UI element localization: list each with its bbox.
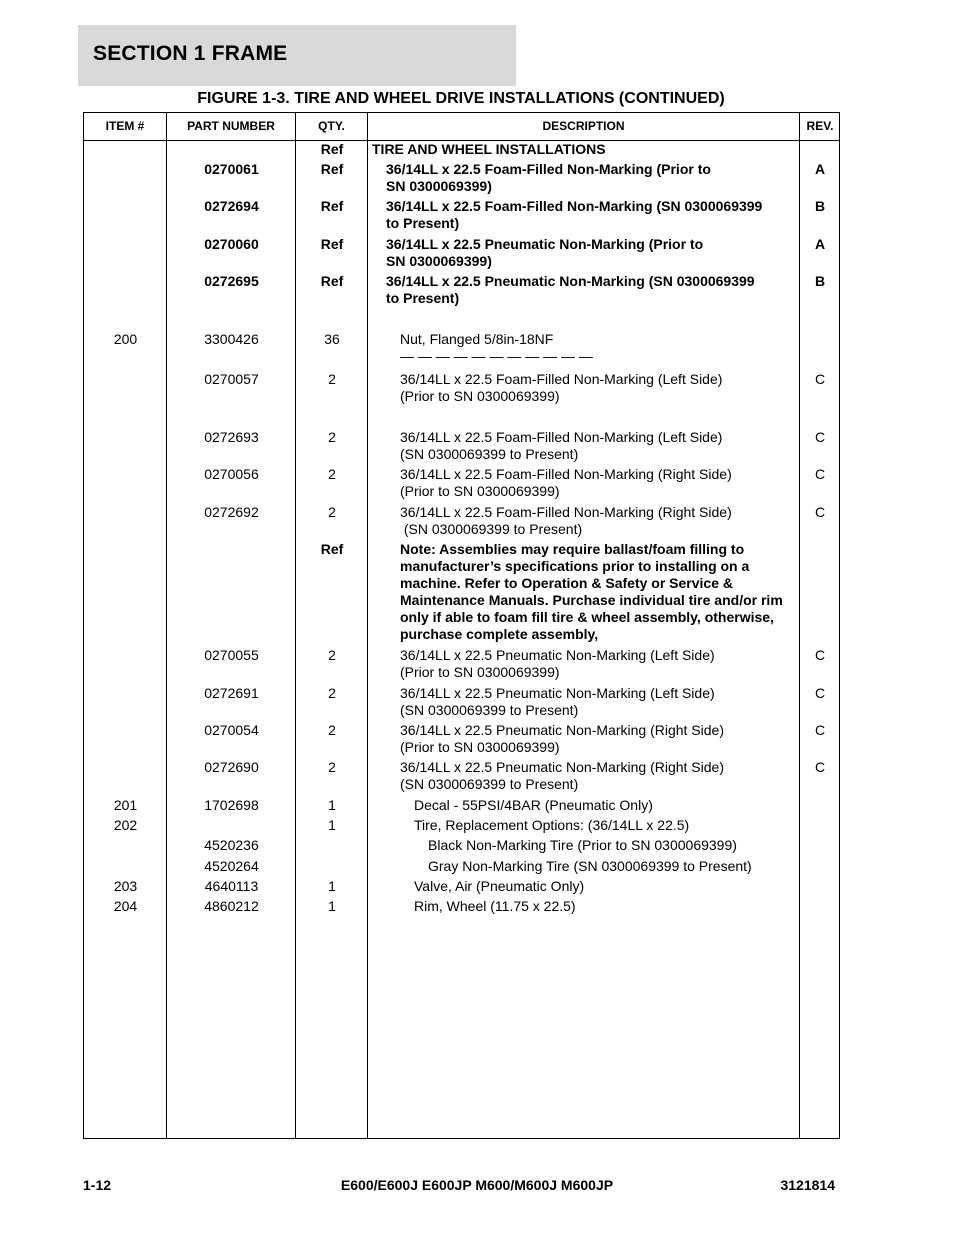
revision: C [814,722,826,738]
description: Gray Non-Marking Tire (SN 0300069399 to Present) [428,858,752,874]
header-item: ITEM # [105,119,145,133]
description: Tire, Replacement Options: (36/14LL x 22.5) [414,817,690,833]
part-number: 3300426 [204,331,259,347]
description: Valve, Air (Pneumatic Only) [414,878,585,894]
description: 36/14LL x 22.5 Foam-Filled Non-Marking (SN 0300069399 to Present) [386,198,763,231]
revision: A [814,161,826,177]
figure-title: FIGURE 1-3. TIRE AND WHEEL DRIVE INSTALLATIONS (CONTINUED) [197,90,725,107]
revision: B [814,273,826,289]
description: 36/14LL x 22.5 Foam-Filled Non-Marking (Right Side) (Prior to SN 0300069399) [400,466,732,499]
description: Rim, Wheel (11.75 x 22.5) [414,898,576,914]
revision: B [814,198,826,214]
page-number: 1-12 [83,1177,112,1193]
revision: C [814,371,826,387]
document-number: 3121814 [780,1177,835,1193]
revision: C [814,504,826,520]
part-number: 0272695 [204,273,259,289]
quantity: 1 [328,817,336,833]
quantity: Ref [320,198,344,214]
quantity: 2 [328,429,336,445]
model-list: E600/E600J E600JP M600/M600J M600JP [340,1177,614,1193]
description: 36/14LL x 22.5 Pneumatic Non-Marking (Right Side) (Prior to SN 0300069399) [400,722,724,755]
quantity: 2 [328,371,336,387]
description: TIRE AND WHEEL INSTALLATIONS [372,141,606,157]
item-number: 203 [113,878,138,894]
header-rev: REV. [806,119,834,133]
quantity: Ref [320,541,344,557]
part-number: 0272693 [204,429,259,445]
description: 36/14LL x 22.5 Pneumatic Non-Marking (SN 0300069399 to Present) [386,273,755,306]
quantity: Ref [320,273,344,289]
revision: C [814,466,826,482]
header-part-number: PART NUMBER [187,119,275,133]
description: 36/14LL x 22.5 Pneumatic Non-Marking (Left Side) (Prior to SN 0300069399) [400,647,715,680]
part-number: 0270056 [204,466,259,482]
parts-table [83,112,840,1139]
part-number: 0270060 [204,236,259,252]
part-number: 0270055 [204,647,259,663]
column-divider [166,113,167,1138]
quantity: 2 [328,466,336,482]
part-number: 0272691 [204,685,259,701]
part-number: 0270054 [204,722,259,738]
column-divider [295,113,296,1138]
part-number: 4520236 [204,837,259,853]
part-number: 0270061 [204,161,259,177]
column-divider [367,113,368,1138]
part-number: 0272694 [204,198,259,214]
revision: C [814,647,826,663]
revision: C [814,685,826,701]
description: 36/14LL x 22.5 Foam-Filled Non-Marking (Prior to SN 0300069399) [386,161,711,194]
quantity: 36 [324,331,340,347]
description: Nut, Flanged 5/8in-18NF — — — — — — — — — — — [400,331,593,364]
part-number: 0272690 [204,759,259,775]
part-number: 4640113 [204,878,259,894]
item-number: 204 [113,898,138,914]
description: 36/14LL x 22.5 Foam-Filled Non-Marking (Left Side) (SN 0300069399 to Present) [400,429,723,462]
description: 36/14LL x 22.5 Foam-Filled Non-Marking (Left Side) (Prior to SN 0300069399) [400,371,723,404]
item-number: 200 [113,331,138,347]
column-divider [799,113,800,1138]
description: 36/14LL x 22.5 Pneumatic Non-Marking (Left Side) (SN 0300069399 to Present) [400,685,715,718]
quantity: 1 [328,878,336,894]
quantity: 1 [328,898,336,914]
item-number: 202 [113,817,138,833]
quantity: Ref [320,141,344,157]
quantity: 2 [328,685,336,701]
part-number: 4860212 [204,898,259,914]
part-number: 0272692 [204,504,259,520]
part-number: 4520264 [204,858,259,874]
revision: C [814,759,826,775]
quantity: 2 [328,647,336,663]
header-description: DESCRIPTION [542,119,625,133]
description: Black Non-Marking Tire (Prior to SN 0300069399) [428,837,737,853]
quantity: Ref [320,161,344,177]
revision: A [814,236,826,252]
section-title: SECTION 1 FRAME [93,42,288,65]
description: 36/14LL x 22.5 Pneumatic Non-Marking (Prior to SN 0300069399) [386,236,704,269]
description: Note: Assemblies may require ballast/foam filling to manufacturer’s specifications prior to installing on a machine. Refer to Operation & Safety or Service & Maintenance Manuals. Purchase individual tire and/or rim only if able to foam fill tire & wheel assembly, otherwise, purchase complete assembly, [400,541,783,642]
quantity: Ref [320,236,344,252]
quantity: 2 [328,722,336,738]
header-qty: QTY. [318,119,345,133]
quantity: 2 [328,759,336,775]
quantity: 1 [328,797,336,813]
description: Decal - 55PSI/4BAR (Pneumatic Only) [414,797,653,813]
quantity: 2 [328,504,336,520]
description: 36/14LL x 22.5 Foam-Filled Non-Marking (Right Side) (SN 0300069399 to Present) [400,504,732,537]
section-banner [78,25,516,86]
revision: C [814,429,826,445]
item-number: 201 [113,797,138,813]
part-number: 1702698 [204,797,259,813]
part-number: 0270057 [204,371,259,387]
description: 36/14LL x 22.5 Pneumatic Non-Marking (Right Side) (SN 0300069399 to Present) [400,759,724,792]
